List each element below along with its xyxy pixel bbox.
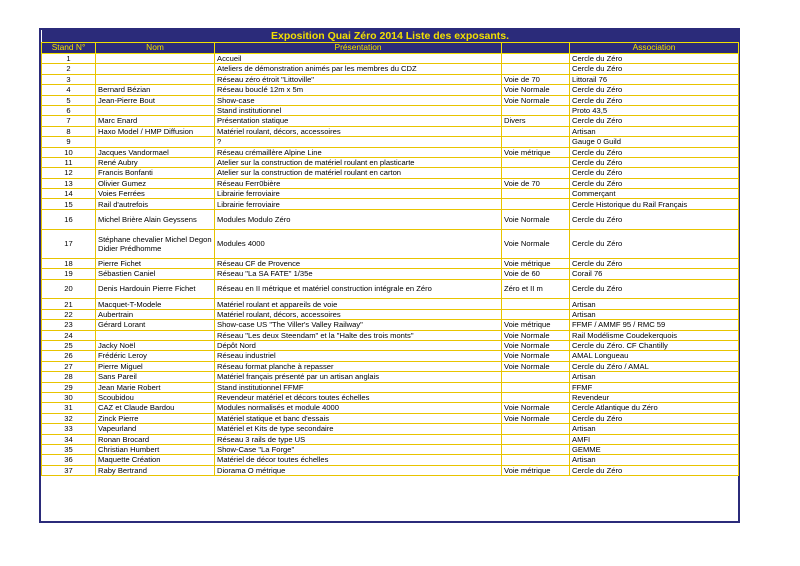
- association-cell: Rail Modélisme Coudekerquois: [570, 330, 739, 340]
- stand-cell: 37: [42, 465, 96, 475]
- association-cell: GEMME: [570, 444, 739, 454]
- scale-cell: Voie métrique: [502, 258, 570, 268]
- presentation-cell: Diorama O métrique: [215, 465, 502, 475]
- title-row: [42, 30, 739, 43]
- name-cell: Jean-Pierre Bout: [96, 95, 215, 105]
- association-cell: Cercle du Zéro: [570, 279, 739, 299]
- presentation-cell: Réseau 3 rails de type US: [215, 434, 502, 444]
- stand-cell: 26: [42, 351, 96, 361]
- exhibitor-sheet: [39, 28, 740, 523]
- name-cell: Pierre Fichet: [96, 258, 215, 268]
- stand-cell: 11: [42, 157, 96, 167]
- scale-cell: [502, 382, 570, 392]
- table-row: [42, 189, 739, 199]
- scale-cell: [502, 54, 570, 64]
- scale-cell: Zéro et II m: [502, 279, 570, 299]
- table-row: [42, 199, 739, 209]
- header-presentation: Présentation: [215, 43, 502, 54]
- association-cell: Cercle du Zéro / AMAL: [570, 361, 739, 371]
- scale-cell: Voie de 60: [502, 269, 570, 279]
- table-row: [42, 178, 739, 188]
- name-cell: Aubertrain: [96, 309, 215, 319]
- stand-cell: 10: [42, 147, 96, 157]
- presentation-cell: Réseau Ferr0bière: [215, 178, 502, 188]
- table-row: [42, 382, 739, 392]
- presentation-cell: Revendeur matériel et décors toutes échelles: [215, 392, 502, 402]
- presentation-cell: Atelier sur la construction de matériel roulant en plasticarte: [215, 157, 502, 167]
- stand-cell: 31: [42, 403, 96, 413]
- stand-cell: 30: [42, 392, 96, 402]
- presentation-cell: Matériel roulant, décors, accessoires: [215, 309, 502, 319]
- association-cell: Littorail 76: [570, 74, 739, 84]
- name-cell: Zinck Pierre: [96, 413, 215, 423]
- name-cell: Olivier Gumez: [96, 178, 215, 188]
- presentation-cell: Matériel roulant et appareils de voie: [215, 299, 502, 309]
- association-cell: Artisan: [570, 126, 739, 136]
- association-cell: Artisan: [570, 455, 739, 465]
- presentation-cell: Stand institutionnel: [215, 105, 502, 115]
- stand-cell: 9: [42, 137, 96, 147]
- scale-cell: [502, 299, 570, 309]
- table-row: [42, 126, 739, 136]
- stand-cell: 14: [42, 189, 96, 199]
- stand-cell: 3: [42, 74, 96, 84]
- stand-cell: 17: [42, 229, 96, 258]
- table-row: [42, 74, 739, 84]
- stand-cell: 4: [42, 85, 96, 95]
- presentation-cell: Modules 4000: [215, 229, 502, 258]
- presentation-cell: Show-Case "La Forge": [215, 444, 502, 454]
- stand-cell: 36: [42, 455, 96, 465]
- stand-cell: 5: [42, 95, 96, 105]
- stand-cell: 34: [42, 434, 96, 444]
- table-row: [42, 320, 739, 330]
- scale-cell: [502, 199, 570, 209]
- header-association: Association: [570, 43, 739, 54]
- scale-cell: Voie Normale: [502, 330, 570, 340]
- association-cell: Cercle du Zéro: [570, 85, 739, 95]
- table-row: [42, 361, 739, 371]
- stand-cell: 6: [42, 105, 96, 115]
- table-row: [42, 434, 739, 444]
- presentation-cell: Réseau CF de Provence: [215, 258, 502, 268]
- association-cell: Cercle Atlantique du Zéro: [570, 403, 739, 413]
- name-cell: Scoubidou: [96, 392, 215, 402]
- scale-cell: [502, 309, 570, 319]
- table-row: [42, 157, 739, 167]
- table-body: [42, 54, 739, 476]
- name-cell: [96, 105, 215, 115]
- stand-cell: 20: [42, 279, 96, 299]
- association-cell: Cercle du Zéro: [570, 229, 739, 258]
- table-row: [42, 209, 739, 229]
- scale-cell: Voie Normale: [502, 340, 570, 350]
- scale-cell: [502, 157, 570, 167]
- association-cell: Artisan: [570, 372, 739, 382]
- presentation-cell: Modules normalisés et module 4000: [215, 403, 502, 413]
- table-row: [42, 64, 739, 74]
- exhibitor-table: [41, 30, 739, 476]
- name-cell: Haxo Model / HMP Diffusion: [96, 126, 215, 136]
- table-row: [42, 309, 739, 319]
- scale-cell: Voie métrique: [502, 465, 570, 475]
- table-row: [42, 330, 739, 340]
- scale-cell: Voie Normale: [502, 85, 570, 95]
- scale-cell: [502, 434, 570, 444]
- presentation-cell: Atelier sur la construction de matériel roulant en carton: [215, 168, 502, 178]
- name-cell: Jacky Noël: [96, 340, 215, 350]
- stand-cell: 33: [42, 424, 96, 434]
- scale-cell: [502, 64, 570, 74]
- scale-cell: [502, 424, 570, 434]
- presentation-cell: Réseau bouclé 12m x 5m: [215, 85, 502, 95]
- presentation-cell: Matériel statique et banc d'essais: [215, 413, 502, 423]
- name-cell: Ronan Brocard: [96, 434, 215, 444]
- table-row: [42, 465, 739, 475]
- association-cell: FFMF: [570, 382, 739, 392]
- presentation-cell: Réseau crémaillère Alpine Line: [215, 147, 502, 157]
- association-cell: Cercle du Zéro: [570, 168, 739, 178]
- association-cell: Cercle du Zéro: [570, 95, 739, 105]
- stand-cell: 23: [42, 320, 96, 330]
- association-cell: Cercle du Zéro: [570, 258, 739, 268]
- scale-cell: [502, 105, 570, 115]
- scale-cell: [502, 189, 570, 199]
- stand-cell: 35: [42, 444, 96, 454]
- stand-cell: 24: [42, 330, 96, 340]
- name-cell: Rail d'autrefois: [96, 199, 215, 209]
- presentation-cell: Matériel français présenté par un artisan anglais: [215, 372, 502, 382]
- name-cell: Voies Ferrées: [96, 189, 215, 199]
- table-row: [42, 85, 739, 95]
- stand-cell: 32: [42, 413, 96, 423]
- header-echelle: [502, 43, 570, 54]
- association-cell: Cercle du Zéro: [570, 116, 739, 126]
- presentation-cell: Réseau "Les deux Steendam" et la "Halte des trois monts": [215, 330, 502, 340]
- table-row: [42, 105, 739, 115]
- scale-cell: Voie métrique: [502, 147, 570, 157]
- table-row: [42, 340, 739, 350]
- table-row: [42, 168, 739, 178]
- name-cell: CAZ et Claude Bardou: [96, 403, 215, 413]
- name-cell: Raby Bertrand: [96, 465, 215, 475]
- association-cell: Cercle du Zéro: [570, 465, 739, 475]
- scale-cell: Voie Normale: [502, 361, 570, 371]
- table-row: [42, 372, 739, 382]
- stand-cell: 1: [42, 54, 96, 64]
- name-cell: Michel Brière Alain Geyssens: [96, 209, 215, 229]
- name-cell: Christian Humbert: [96, 444, 215, 454]
- association-cell: Commerçant: [570, 189, 739, 199]
- table-row: [42, 137, 739, 147]
- table-row: [42, 455, 739, 465]
- scale-cell: [502, 168, 570, 178]
- association-cell: Cercle du Zéro: [570, 147, 739, 157]
- scale-cell: Voie Normale: [502, 95, 570, 105]
- scale-cell: Voie Normale: [502, 351, 570, 361]
- association-cell: Cercle du Zéro: [570, 157, 739, 167]
- association-cell: Corail 76: [570, 269, 739, 279]
- stand-cell: 22: [42, 309, 96, 319]
- association-cell: Gauge 0 Guild: [570, 137, 739, 147]
- name-cell: Stéphane chevalier Michel Degon Didier Prédhomme: [96, 229, 215, 258]
- scale-cell: Voie Normale: [502, 403, 570, 413]
- name-cell: [96, 137, 215, 147]
- stand-cell: 28: [42, 372, 96, 382]
- association-cell: Cercle du Zéro: [570, 64, 739, 74]
- presentation-cell: Présentation statique: [215, 116, 502, 126]
- presentation-cell: Librairie ferroviaire: [215, 189, 502, 199]
- presentation-cell: Stand institutionnel FFMF: [215, 382, 502, 392]
- scale-cell: [502, 126, 570, 136]
- table-row: [42, 444, 739, 454]
- presentation-cell: ?: [215, 137, 502, 147]
- name-cell: Macquet-T-Modele: [96, 299, 215, 309]
- name-cell: Francis Bonfanti: [96, 168, 215, 178]
- table-row: [42, 147, 739, 157]
- presentation-cell: Réseau en II métrique et matériel construction intégrale en Zéro: [215, 279, 502, 299]
- table-row: [42, 54, 739, 64]
- presentation-cell: Accueil: [215, 54, 502, 64]
- table-row: [42, 229, 739, 258]
- table-row: [42, 424, 739, 434]
- presentation-cell: Librairie ferroviaire: [215, 199, 502, 209]
- stand-cell: 15: [42, 199, 96, 209]
- name-cell: Denis Hardouin Pierre Fichet: [96, 279, 215, 299]
- table-row: [42, 413, 739, 423]
- stand-cell: 21: [42, 299, 96, 309]
- name-cell: Sans Pareil: [96, 372, 215, 382]
- name-cell: Marc Enard: [96, 116, 215, 126]
- presentation-cell: Show-case US "The Viller's Valley Railway": [215, 320, 502, 330]
- presentation-cell: Dépôt Nord: [215, 340, 502, 350]
- stand-cell: 16: [42, 209, 96, 229]
- table-row: [42, 269, 739, 279]
- association-cell: Cercle Historique du Rail Français: [570, 199, 739, 209]
- table-row: [42, 403, 739, 413]
- scale-cell: Divers: [502, 116, 570, 126]
- header-nom: Nom: [96, 43, 215, 54]
- name-cell: Jean Marie Robert: [96, 382, 215, 392]
- stand-cell: 25: [42, 340, 96, 350]
- scale-cell: [502, 392, 570, 402]
- name-cell: Vapeurland: [96, 424, 215, 434]
- table-row: [42, 299, 739, 309]
- stand-cell: 29: [42, 382, 96, 392]
- association-cell: Artisan: [570, 299, 739, 309]
- name-cell: Bernard Bézian: [96, 85, 215, 95]
- name-cell: Gérard Lorant: [96, 320, 215, 330]
- presentation-cell: Réseau industriel: [215, 351, 502, 361]
- association-cell: Proto 43,5: [570, 105, 739, 115]
- stand-cell: 8: [42, 126, 96, 136]
- presentation-cell: Show-case: [215, 95, 502, 105]
- presentation-cell: Matériel et Kits de type secondaire: [215, 424, 502, 434]
- presentation-cell: Modules Modulo Zéro: [215, 209, 502, 229]
- header-stand: Stand N°: [42, 43, 96, 54]
- association-cell: Cercle du Zéro: [570, 178, 739, 188]
- stand-cell: 2: [42, 64, 96, 74]
- stand-cell: 18: [42, 258, 96, 268]
- presentation-cell: Matériel roulant, décors, accessoires: [215, 126, 502, 136]
- scale-cell: Voie Normale: [502, 413, 570, 423]
- scale-cell: [502, 444, 570, 454]
- association-cell: AMFI: [570, 434, 739, 444]
- header-row: [42, 43, 739, 54]
- presentation-cell: Réseau format planche à repasser: [215, 361, 502, 371]
- page-title: Exposition Quai Zéro 2014 Liste des exposants.: [42, 30, 739, 43]
- stand-cell: 12: [42, 168, 96, 178]
- association-cell: Cercle du Zéro: [570, 413, 739, 423]
- scale-cell: Voie métrique: [502, 320, 570, 330]
- name-cell: René Aubry: [96, 157, 215, 167]
- stand-cell: 13: [42, 178, 96, 188]
- association-cell: Revendeur: [570, 392, 739, 402]
- scale-cell: Voie de 70: [502, 178, 570, 188]
- scale-cell: [502, 137, 570, 147]
- name-cell: Maquette Création: [96, 455, 215, 465]
- association-cell: Cercle du Zéro. CF Chantilly: [570, 340, 739, 350]
- association-cell: FFMF / AMMF 95 / RMC 59: [570, 320, 739, 330]
- name-cell: Jacques Vandormael: [96, 147, 215, 157]
- presentation-cell: Ateliers de démonstration animés par les membres du CDZ: [215, 64, 502, 74]
- stand-cell: 7: [42, 116, 96, 126]
- table-row: [42, 392, 739, 402]
- association-cell: Artisan: [570, 309, 739, 319]
- table-row: [42, 258, 739, 268]
- name-cell: [96, 74, 215, 84]
- name-cell: Pierre Miguel: [96, 361, 215, 371]
- name-cell: [96, 64, 215, 74]
- presentation-cell: Réseau zéro étroit "Littoville": [215, 74, 502, 84]
- table-row: [42, 351, 739, 361]
- name-cell: Sébastien Caniel: [96, 269, 215, 279]
- association-cell: AMAL Longueau: [570, 351, 739, 361]
- presentation-cell: Réseau "La SA FATE" 1/35e: [215, 269, 502, 279]
- scale-cell: [502, 455, 570, 465]
- association-cell: Artisan: [570, 424, 739, 434]
- association-cell: Cercle du Zéro: [570, 209, 739, 229]
- scale-cell: Voie de 70: [502, 74, 570, 84]
- name-cell: Frédéric Leroy: [96, 351, 215, 361]
- name-cell: [96, 330, 215, 340]
- table-row: [42, 279, 739, 299]
- scale-cell: Voie Normale: [502, 209, 570, 229]
- presentation-cell: Matériel de décor toutes échelles: [215, 455, 502, 465]
- table-row: [42, 95, 739, 105]
- stand-cell: 19: [42, 269, 96, 279]
- name-cell: [96, 54, 215, 64]
- table-row: [42, 116, 739, 126]
- association-cell: Cercle du Zéro: [570, 54, 739, 64]
- scale-cell: [502, 372, 570, 382]
- scale-cell: Voie Normale: [502, 229, 570, 258]
- stand-cell: 27: [42, 361, 96, 371]
